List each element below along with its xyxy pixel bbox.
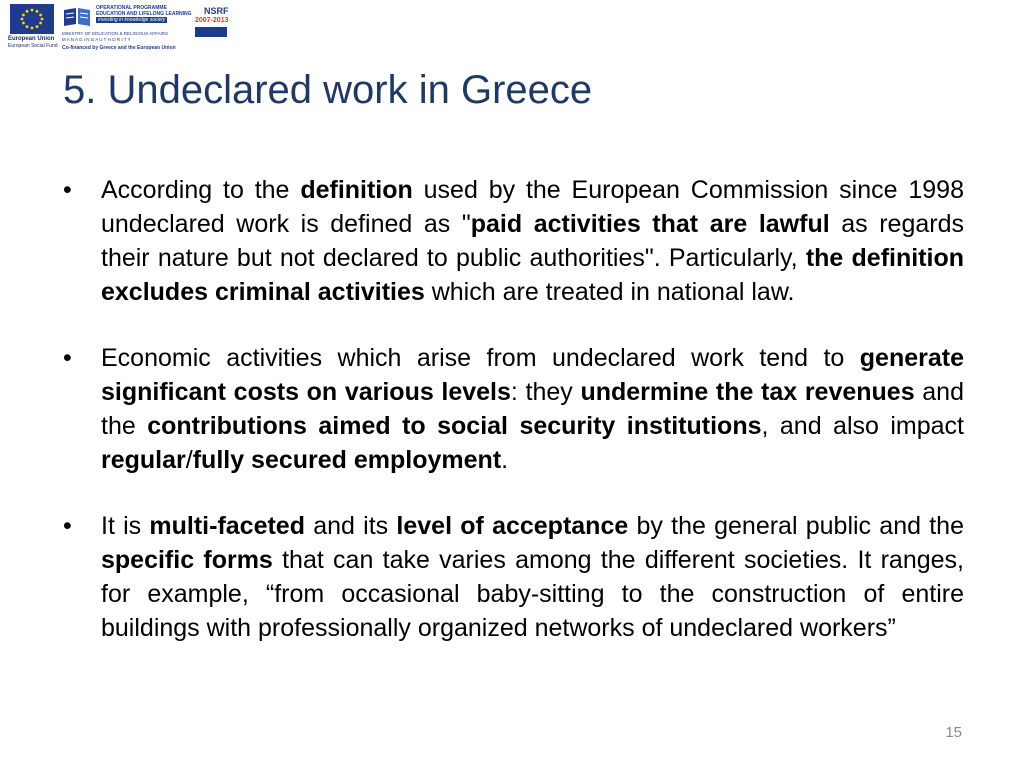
eu-logo bbox=[6, 4, 58, 52]
bullet-bold-text: regular bbox=[101, 446, 186, 474]
bullet-icon: • bbox=[63, 344, 72, 372]
bullet-text: According to the bbox=[101, 176, 301, 204]
bullet-bold-text: multi-faceted bbox=[149, 512, 305, 540]
bullet-bold-text: contributions aimed to social security institutions bbox=[147, 412, 762, 440]
bullet-text: It is bbox=[101, 512, 150, 540]
header-logos bbox=[6, 4, 230, 54]
bullet-list bbox=[63, 173, 964, 677]
bullet-text: / bbox=[185, 446, 193, 474]
eu-name: European Union bbox=[8, 36, 55, 42]
bullet-text: used by the European Commission since 1998 undeclared work is defined as " bbox=[101, 176, 964, 238]
bullet-text: . bbox=[501, 446, 509, 474]
bullet-text: as regards their nature but not declared to public authorities". Particularly, bbox=[101, 210, 965, 272]
bullet-text: Economic activities which arise from undeclared work tend to bbox=[101, 344, 860, 372]
managing-authority: M A N A G I N G A U T H O R I T Y bbox=[62, 37, 131, 42]
bullet-text: that can take varies among the different societies. It ranges, for example, “from occasional baby-sitting to the construction of entire buildings with professionally organized networks of undeclared workers” bbox=[101, 546, 964, 642]
programme-logo bbox=[62, 4, 192, 52]
eu-flag-icon bbox=[10, 4, 54, 34]
bullet-text: and its bbox=[305, 512, 397, 540]
bullet-text: : they bbox=[510, 378, 581, 406]
nsrf-years: 2007-2013 bbox=[195, 17, 229, 24]
programme-mark-icon bbox=[62, 6, 92, 28]
bullet-multi-faceted bbox=[63, 509, 964, 645]
slide-number: 15 bbox=[945, 724, 962, 741]
bullet-text: and the bbox=[101, 378, 964, 440]
nsrf-logo bbox=[194, 6, 228, 42]
bullet-bold-text: paid activities that are lawful bbox=[470, 210, 830, 238]
bullet-text: by the general public and the bbox=[628, 512, 964, 540]
bullet-bold-text: specific forms bbox=[101, 546, 273, 574]
bullet-bold-text: undermine the tax revenues bbox=[580, 378, 915, 406]
bullet-text: which are treated in national law. bbox=[424, 278, 795, 306]
bullet-text: , and also impact bbox=[761, 412, 965, 440]
bullet-definition bbox=[63, 173, 964, 309]
bullet-bold-text: generate significant costs on various levels bbox=[101, 344, 964, 406]
nsrf-title: NSRF bbox=[204, 6, 229, 16]
eu-fund: European Social Fund bbox=[8, 43, 58, 49]
bullet-bold-text: the definition excludes criminal activities bbox=[101, 244, 964, 306]
programme-line2: EDUCATION AND LIFELONG LEARNING bbox=[96, 11, 192, 17]
bullet-icon: • bbox=[63, 176, 72, 204]
ministry-name: MINISTRY OF EDUCATION & RELIGIOUS AFFAIRS bbox=[62, 31, 169, 36]
bullet-bold-text: level of acceptance bbox=[396, 512, 629, 540]
bullet-bold-text: fully secured employment bbox=[192, 446, 502, 474]
nsrf-bar-icon bbox=[195, 27, 227, 37]
slide-title: 5. Undeclared work in Greece bbox=[63, 68, 593, 112]
programme-tagline: investing in knowledge society bbox=[98, 17, 166, 23]
bullet-icon: • bbox=[63, 512, 72, 540]
cofinanced-note: Co-financed by Greece and the European Union bbox=[62, 45, 176, 51]
bullet-economic-costs bbox=[63, 341, 964, 477]
bullet-bold-text: definition bbox=[300, 176, 413, 204]
programme-line1: OPERATIONAL PROGRAMME bbox=[96, 5, 167, 11]
